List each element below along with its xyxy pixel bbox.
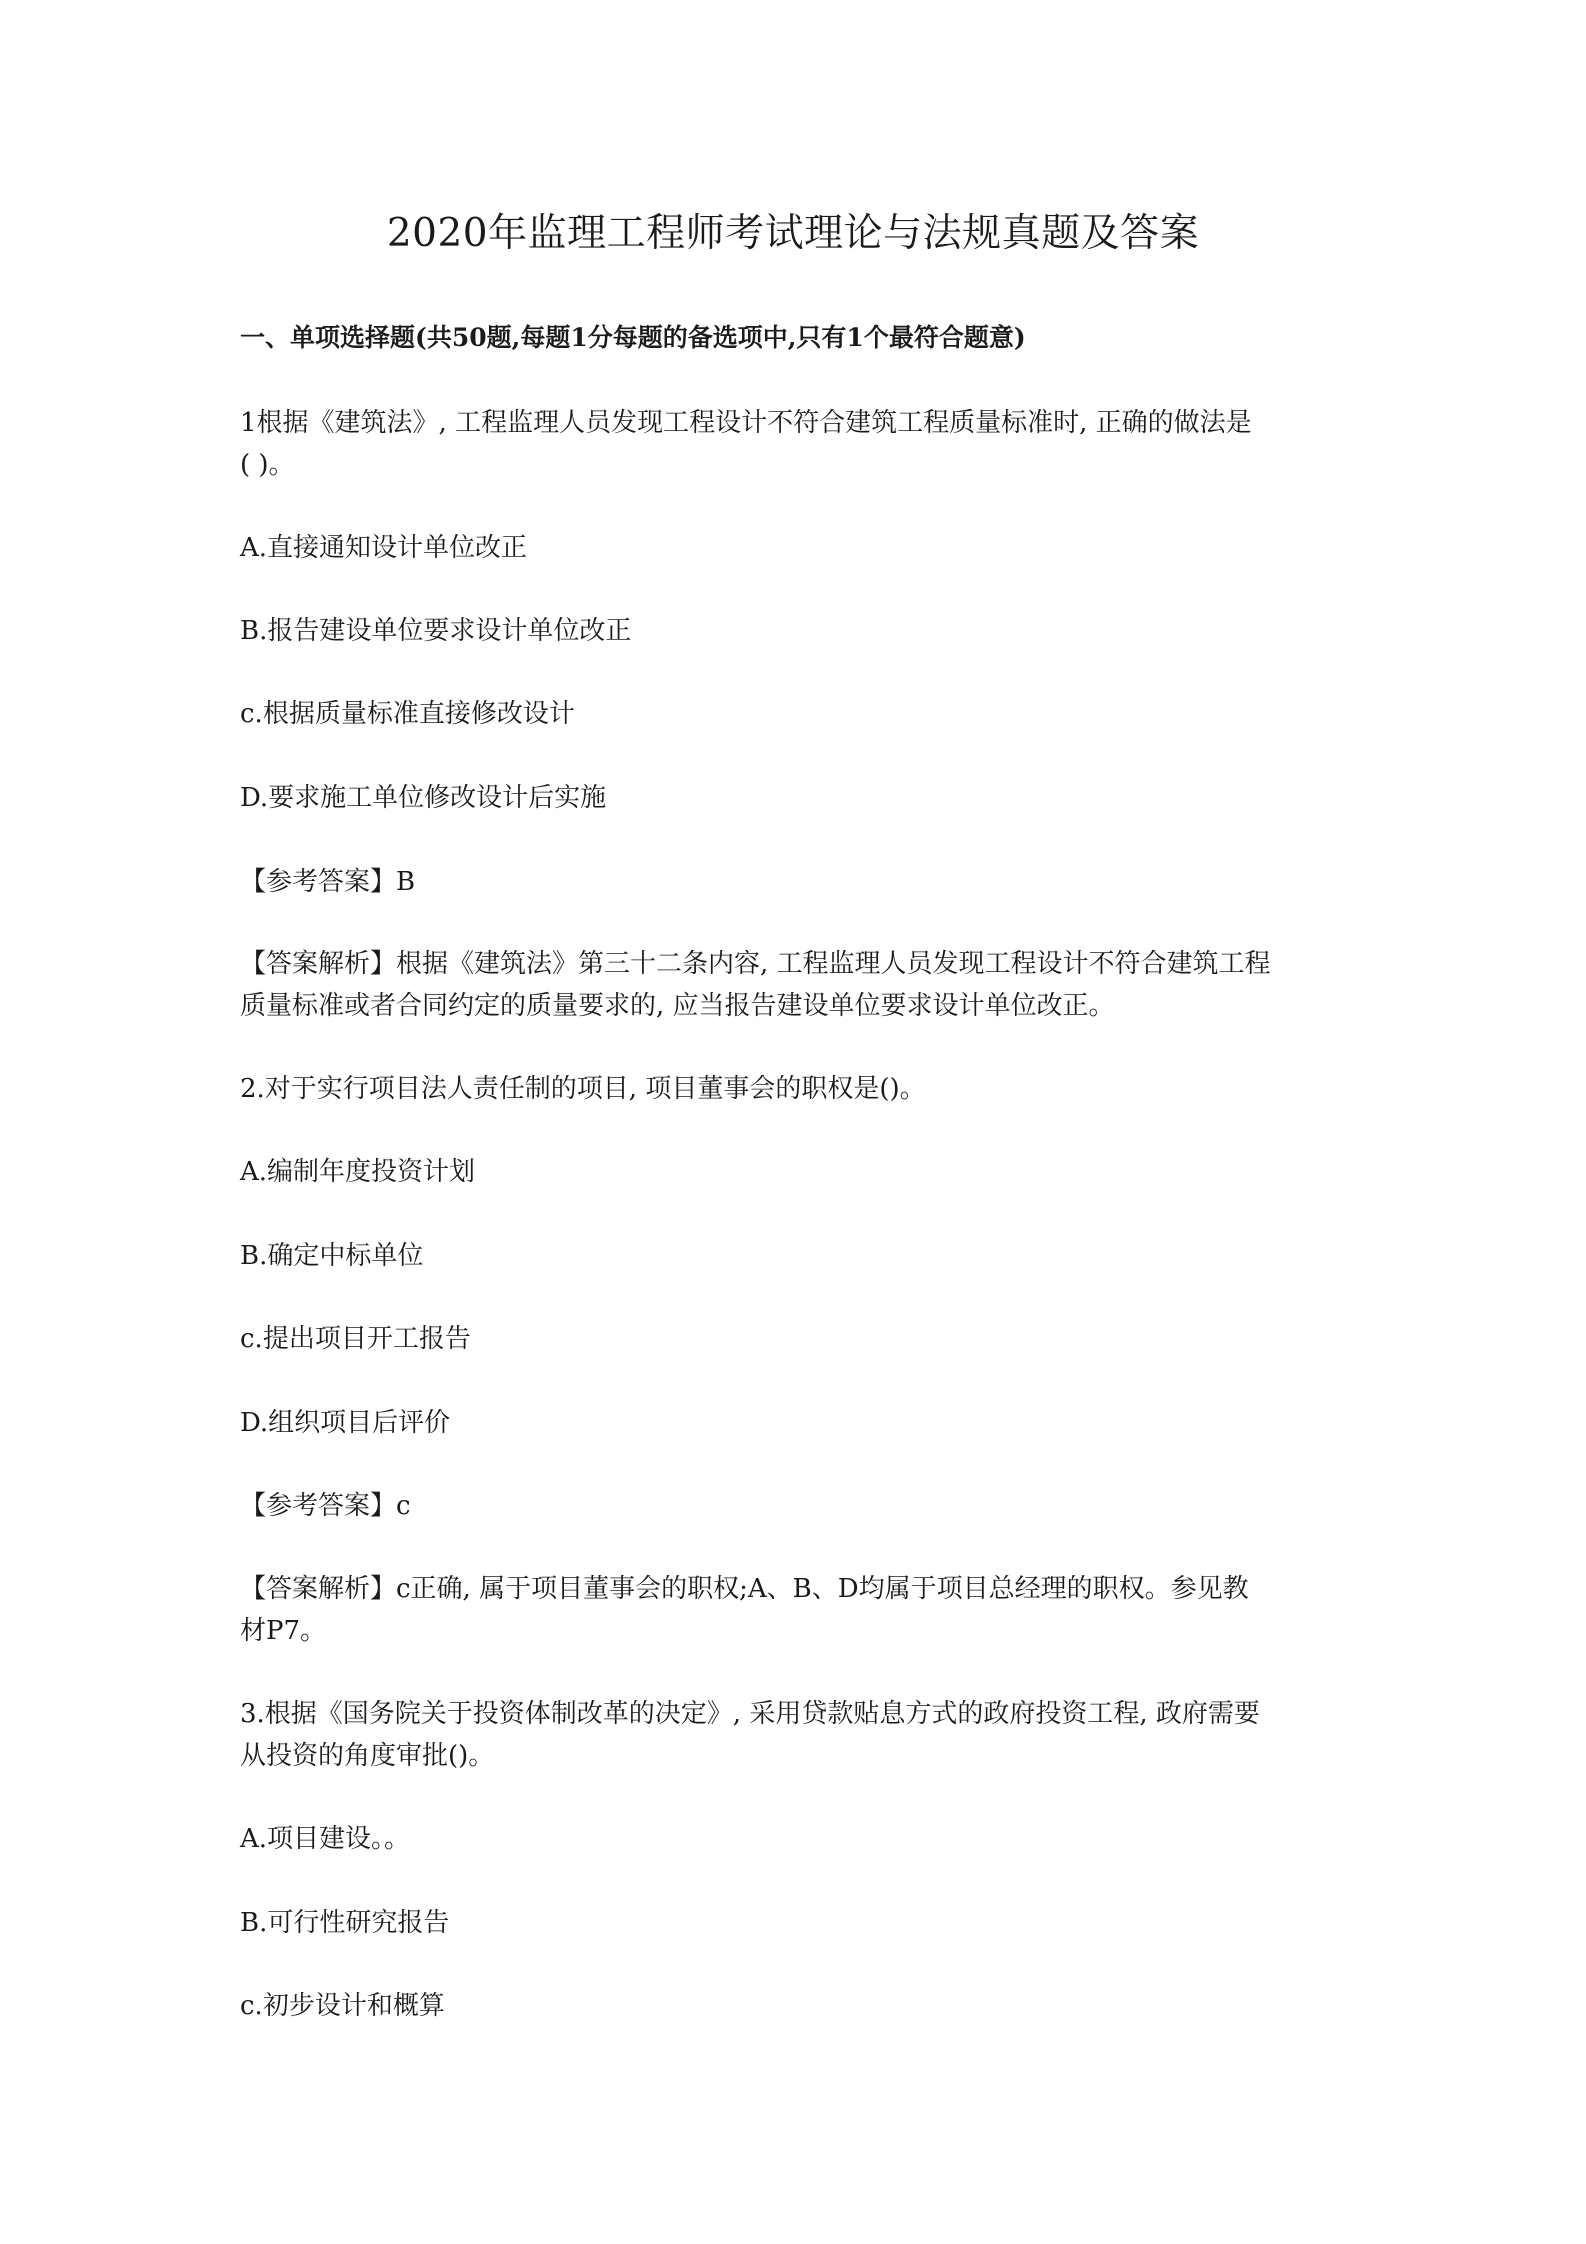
q2-analysis-line2: 材P7。 [240, 1616, 327, 1646]
q1-analysis-line1: 【答案解析】根据《建筑法》第三十二条内容, 工程监理人员发现工程设计不符合建筑工程 [240, 949, 1271, 979]
q1-stem-line2: ( )。 [240, 450, 295, 480]
q2-answer: 【参考答案】c [240, 1491, 411, 1521]
q1-option-b: B.报告建设单位要求设计单位改正 [240, 616, 632, 646]
q2-option-a: A.编制年度投资计划 [240, 1157, 476, 1187]
q1-answer: 【参考答案】B [240, 867, 416, 897]
q2-option-c: c.提出项目开工报告 [240, 1324, 471, 1354]
q3-option-c: c.初步设计和概算 [240, 1991, 445, 2021]
q1-option-c: c.根据质量标准直接修改设计 [240, 699, 575, 729]
q2-analysis-line1: 【答案解析】c正确, 属于项目董事会的职权;A、B、D均属于项目总经理的职权。参见教 [240, 1574, 1249, 1604]
document-title: 2020年监理工程师考试理论与法规真题及答案 [386, 211, 1200, 256]
q3-stem-line1: 3.根据《国务院关于投资体制改革的决定》, 采用贷款贴息方式的政府投资工程, 政府需要 [240, 1699, 1260, 1729]
q2-option-b: B.确定中标单位 [240, 1241, 424, 1271]
q1-stem-line1: 1根据《建筑法》, 工程监理人员发现工程设计不符合建筑工程质量标准时, 正确的做法是 [240, 408, 1252, 438]
q3-option-b: B.可行性研究报告 [240, 1908, 450, 1938]
q1-analysis-line2: 质量标准或者合同约定的质量要求的, 应当报告建设单位要求设计单位改正。 [240, 991, 1115, 1021]
q2-stem: 2.对于实行项目法人责任制的项目, 项目董事会的职权是()。 [240, 1074, 926, 1104]
q3-option-a: A.项目建设。。 [240, 1824, 411, 1854]
section-heading: 一、单项选择题(共50题,每题1分每题的备选项中,只有1个最符合题意) [240, 323, 1026, 352]
q2-option-d: D.组织项目后评价 [240, 1408, 451, 1438]
q1-option-d: D.要求施工单位修改设计后实施 [240, 783, 607, 813]
q1-option-a: A.直接通知设计单位改正 [240, 533, 528, 563]
q3-stem-line2: 从投资的角度审批()。 [240, 1741, 495, 1771]
